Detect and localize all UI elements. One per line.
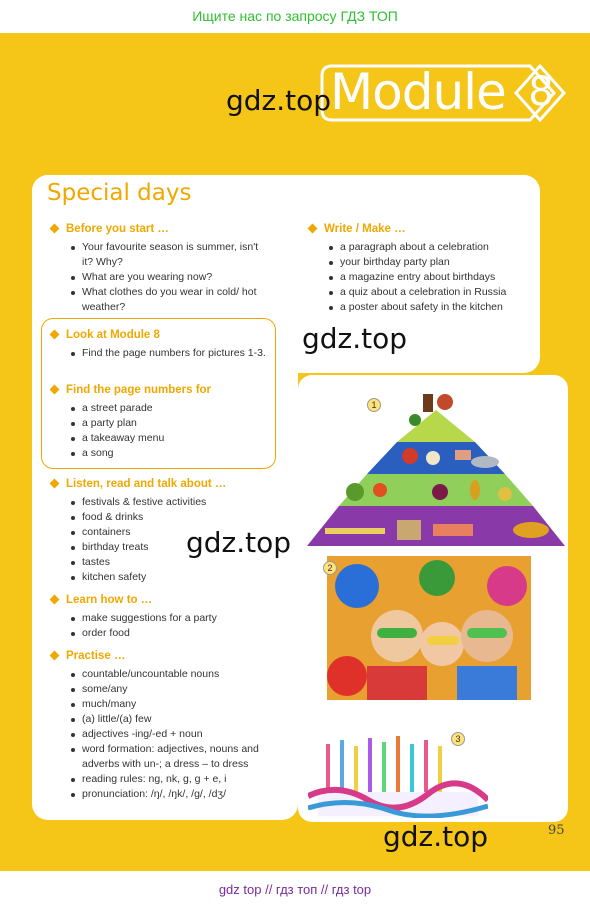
list-item: food & drinks bbox=[48, 510, 278, 525]
list-item: adjectives -ing/-ed + noun bbox=[48, 727, 270, 742]
list-item: What are you wearing now? bbox=[48, 270, 270, 285]
top-banner: Ищите нас по запросу ГДЗ ТОП bbox=[0, 0, 590, 32]
page-title: Special days bbox=[47, 180, 192, 206]
module-number: 8 bbox=[528, 69, 554, 115]
section-look-at-module bbox=[48, 327, 270, 361]
list-item: your birthday party plan bbox=[306, 255, 538, 270]
list-item: much/many bbox=[48, 697, 270, 712]
list-item: order food bbox=[48, 626, 278, 641]
section-practise bbox=[48, 648, 270, 802]
module-title: Module bbox=[330, 63, 506, 121]
list-item: a magazine entry about birthdays bbox=[306, 270, 538, 285]
list-item: a quiz about a celebration in Russia bbox=[306, 285, 538, 300]
list-item: a poster about safety in the kitchen bbox=[306, 300, 538, 315]
list-item: make suggestions for a party bbox=[48, 611, 278, 626]
list-item: a takeaway menu bbox=[48, 431, 270, 446]
section-heading: Before you start … bbox=[48, 221, 270, 237]
list-item: countable/uncountable nouns bbox=[48, 667, 270, 682]
list-item: word formation: adjectives, nouns and adverbs with un-; a dress – to dress bbox=[48, 742, 270, 772]
picture-number: 1 bbox=[367, 398, 381, 412]
list-item: containers bbox=[48, 525, 278, 540]
section-heading: Listen, read and talk about … bbox=[48, 476, 278, 492]
section-before-you-start bbox=[48, 221, 270, 315]
food-pyramid-image bbox=[305, 380, 567, 550]
section-heading: Look at Module 8 bbox=[48, 327, 270, 343]
section-heading: Find the page numbers for bbox=[48, 382, 270, 398]
list-item: What clothes do you wear in cold/ hot weather? bbox=[48, 285, 270, 315]
section-heading: Write / Make … bbox=[306, 221, 538, 237]
watermark: gdz.top bbox=[186, 526, 292, 559]
page-number: 95 bbox=[548, 823, 565, 838]
list-item: festivals & festive activities bbox=[48, 495, 278, 510]
list-item: birthday treats bbox=[48, 540, 278, 555]
bottom-bar: gdz top // гдз топ // гдз top bbox=[0, 872, 590, 907]
watermark: gdz.top bbox=[302, 322, 408, 355]
list-item: tastes bbox=[48, 555, 278, 570]
list-item: a street parade bbox=[48, 401, 270, 416]
list-item: a song bbox=[48, 446, 270, 461]
list-item: a paragraph about a celebration bbox=[306, 240, 538, 255]
party-photo-image bbox=[327, 556, 531, 700]
section-write-make bbox=[306, 221, 538, 315]
list-item: Your favourite season is summer, isn't it? Why? bbox=[48, 240, 270, 270]
list-item: kitchen safety bbox=[48, 570, 278, 585]
list-item: some/any bbox=[48, 682, 270, 697]
picture-number: 2 bbox=[323, 561, 337, 575]
watermark: gdz.top bbox=[226, 84, 332, 117]
picture-number: 3 bbox=[451, 732, 465, 746]
section-heading: Learn how to … bbox=[48, 592, 278, 608]
watermark: gdz.top bbox=[383, 820, 489, 853]
list-item: pronunciation: /ŋ/, /ŋk/, /g/, /dʒ/ bbox=[48, 787, 270, 802]
list-item: Find the page numbers for pictures 1-3. bbox=[48, 346, 270, 361]
section-learn-how bbox=[48, 592, 278, 641]
section-find-pages bbox=[48, 382, 270, 461]
list-item: reading rules: ng, nk, g, g + e, i bbox=[48, 772, 270, 787]
list-item: (a) little/(a) few bbox=[48, 712, 270, 727]
list-item: a party plan bbox=[48, 416, 270, 431]
section-heading: Practise … bbox=[48, 648, 270, 664]
